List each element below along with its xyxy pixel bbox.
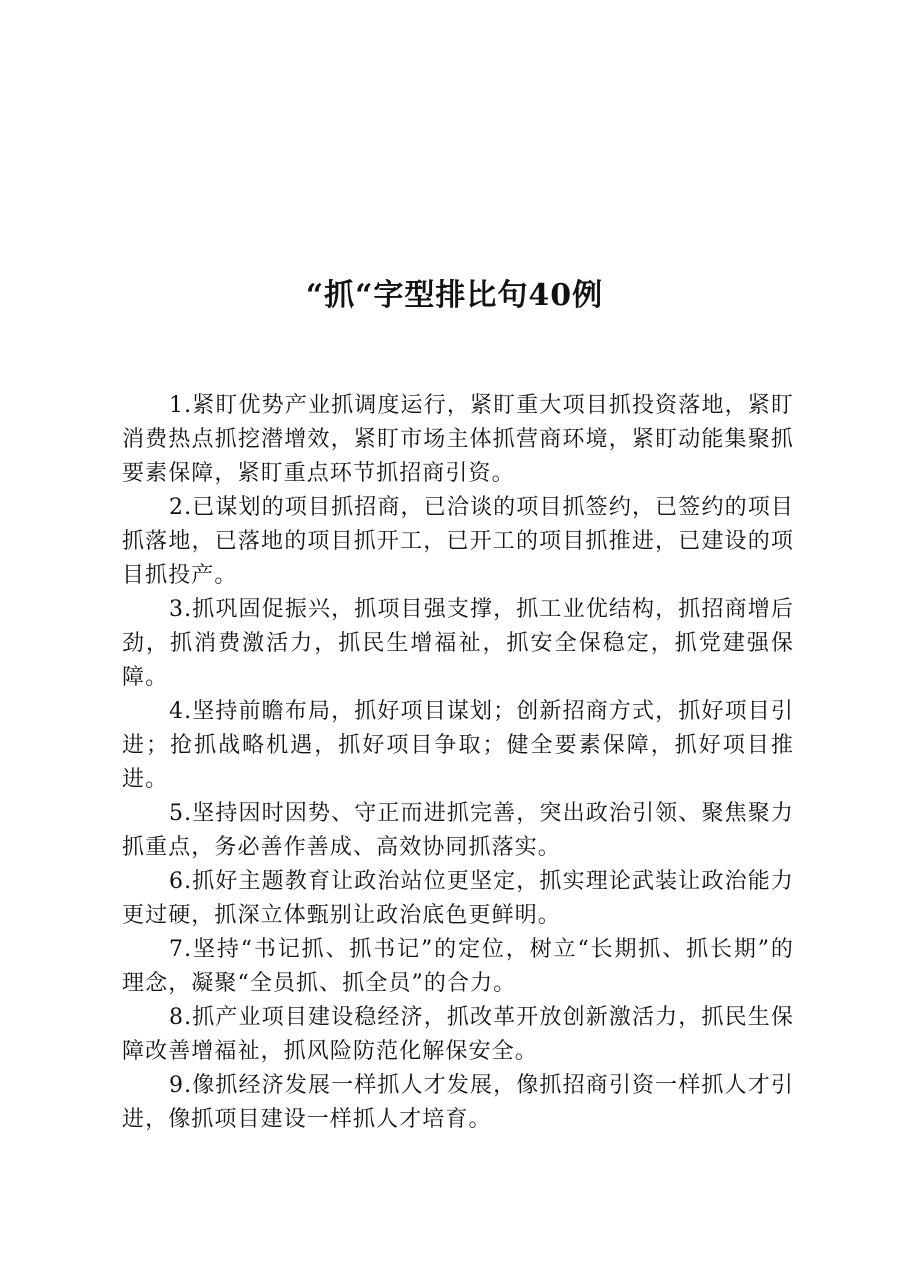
paragraph-6: 6.抓好主题教育让政治站位更坚定，抓实理论武装让政治能力更过硬，抓深立体甄别让政治底色更鲜明。: [122, 869, 794, 928]
paragraph-5: 5.坚持因时因势、守正而进抓完善，突出政治引领、聚焦聚力抓重点，务必善作善成、高效协同抓落实。: [122, 801, 794, 860]
paragraph-4: 4.坚持前瞻布局，抓好项目谋划；创新招商方式，抓好项目引进；抢抓战略机遇，抓好项目争取；健全要素保障，抓好项目推进。: [122, 699, 794, 792]
document-body: [122, 389, 794, 1137]
paragraph-3: 3.抓巩固促振兴，抓项目强支撑，抓工业优结构，抓招商增后劲，抓消费激活力，抓民生增福祉，抓安全保稳定，抓党建强保障。: [122, 597, 794, 690]
paragraph-9: 9.像抓经济发展一样抓人才发展，像抓招商引资一样抓人才引进，像抓项目建设一样抓人才培育。: [122, 1073, 794, 1132]
paragraph-2: 2.已谋划的项目抓招商，已洽谈的项目抓签约，已签约的项目抓落地，已落地的项目抓开工，已开工的项目抓推进，已建设的项目抓投产。: [122, 495, 794, 588]
paragraph-7: 7.坚持“书记抓、抓书记”的定位，树立“长期抓、抓长期”的理念，凝聚“全员抓、抓全员”的合力。: [122, 937, 794, 996]
paragraph-8: 8.抓产业项目建设稳经济，抓改革开放创新激活力，抓民生保障改善增福祉，抓风险防范化解保安全。: [122, 1005, 794, 1064]
document-title: “抓“字型排比句40例: [305, 278, 604, 313]
paragraph-1: 1.紧盯优势产业抓调度运行，紧盯重大项目抓投资落地，紧盯消费热点抓挖潜增效，紧盯市场主体抓营商环境，紧盯动能集聚抓要素保障，紧盯重点环节抓招商引资。: [122, 393, 794, 486]
